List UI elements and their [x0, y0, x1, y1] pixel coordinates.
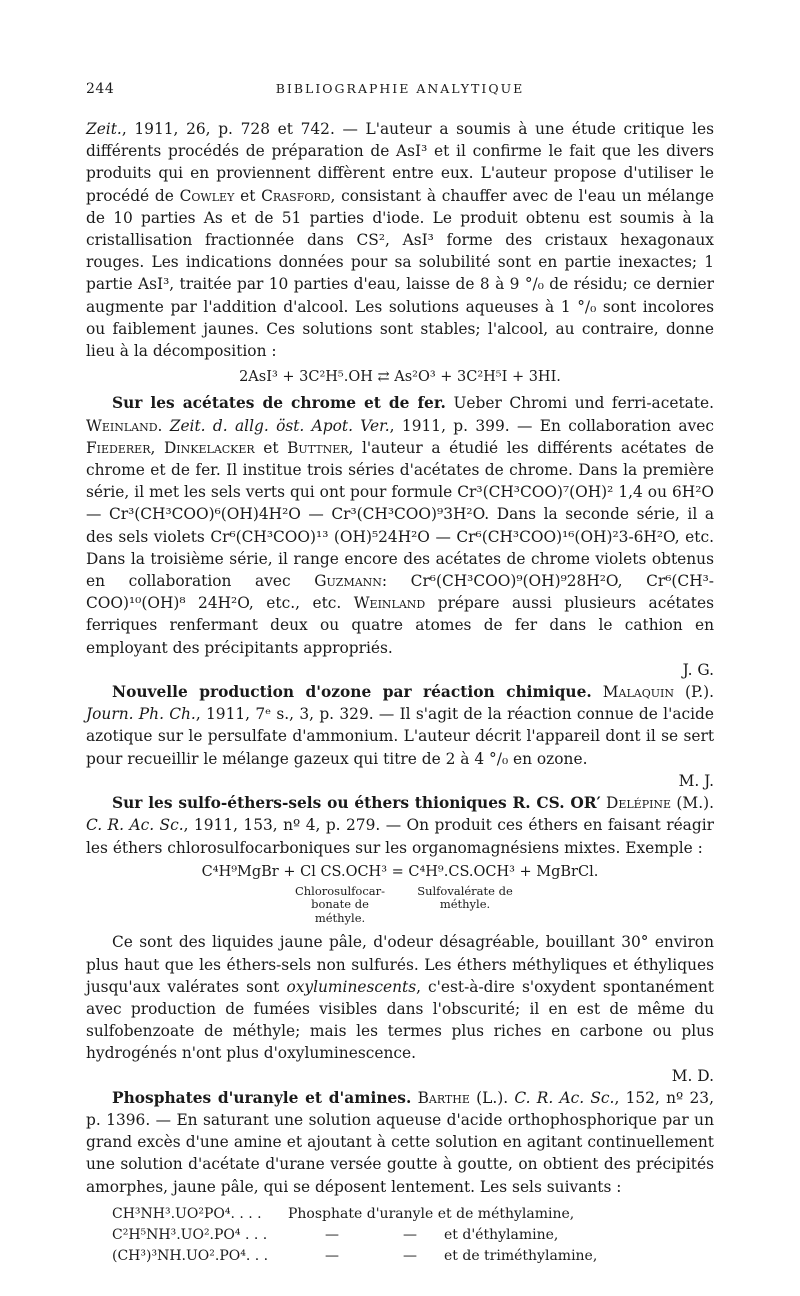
author-name: Cowley	[179, 186, 235, 205]
author-name: Buttner	[287, 438, 349, 457]
table-row	[112, 1204, 603, 1225]
entry-title: Nouvelle production d'ozone par réaction chimique.	[112, 683, 592, 702]
page-number: 244	[86, 81, 115, 97]
reference-text: , 1911, p. 399. — En collaboration avec	[389, 416, 714, 435]
journal-name: Zeit. d. allg. öst. Apot. Ver.	[169, 416, 390, 435]
acetates-entry: Sur les acétates de chrome et de fer. Ueber Chromi und ferri-acetate. Weinland. Zeit. d. allg. öst. Apot. Ver., 1911, p. 399. — En collaboration avec Fiederer, Dinkelacker et Buttner, l'auteur a étudié les différents acétates de chrome et de fer. Il institue trois séries d'acétates de chrome. Dans la première série, il met les sels verts qui ont pour formule Cr³(CH³COO)⁷(OH)² 1,4 ou 6H²O — Cr³(CH³COO)⁶(OH)4H²O — Cr³(CH³COO)⁹3H²O. Dans la seconde série, il a des sels violets Cr⁶(CH³COO)¹³ (OH)⁵24H²O — Cr⁶(CH³COO)¹⁶(OH)²3-6H²O, etc. Dans la troisième série, il range encore des acétates de chrome violets obtenus en collaboration avec Guzmann: Cr⁶(CH³COO)⁹(OH)⁹28H²O, Cr⁶(CH³-COO)¹⁰(OH)⁸ 24H²O, etc., etc. Weinland prépare aussi plusieurs acétates ferriques renfermant deux ou quatre atomes de fer dans le cathion en employant des précipitants appropriés.	[86, 394, 715, 657]
compound-labels	[86, 885, 714, 926]
signature: J. G.	[682, 660, 714, 679]
author-name: Barthe	[411, 1088, 470, 1107]
continuation-paragraph	[86, 118, 714, 362]
salt-name: et d'éthylamine,	[444, 1226, 559, 1243]
author-initial: (L.).	[469, 1088, 515, 1107]
sulfo-entry	[86, 792, 714, 859]
author-name: Guzmann	[314, 572, 382, 591]
salts-table	[112, 1204, 603, 1267]
entry-title: Phosphates d'uranyle et d'amines.	[112, 1088, 412, 1107]
compound-label: Sulfovalérate de méthyle.	[417, 883, 513, 912]
author-name: Weinland	[353, 594, 426, 613]
author-name: Malaquin	[591, 683, 674, 702]
salt-formula: C²H⁵NH³.UO².PO⁴ . . .	[112, 1226, 268, 1243]
separator: ,	[150, 438, 164, 457]
author-name: Dinkelacker	[163, 438, 255, 457]
entry-title: Sur les sulfo-éthers-sels ou éthers thioniques R. CS. OR′	[112, 794, 601, 813]
author-initial: (P.).	[673, 683, 714, 702]
author-name: Crasford	[261, 186, 331, 205]
journal-name: C. R. Ac. Sc.	[514, 1088, 615, 1107]
ditto-mark: —	[325, 1226, 339, 1243]
page-content	[86, 118, 714, 1267]
sulfo-description	[86, 931, 714, 1064]
entry-title: Sur les acétates de chrome et de fer.	[112, 394, 446, 413]
ditto-mark: —	[325, 1247, 339, 1264]
salt-formula: (CH³)³NH.UO².PO⁴. . .	[112, 1247, 269, 1264]
ditto-mark: —	[403, 1247, 417, 1264]
running-title: BIBLIOGRAPHIE ANALYTIQUE	[275, 81, 525, 96]
decomposition-equation: 2AsI³ + 3C²H⁵.OH ⇄ As²O³ + 3C²H⁵I + 3HI.	[239, 369, 561, 386]
table-row	[112, 1246, 603, 1267]
paragraph-text: , 152, nº 23, p. 1396. — En saturant une solution aqueuse d'acide orthophosphorique par un grand excès d'une amine et ajoutant à cette solution en agitant continuellement une solution d'acétate d'urane versée goutte à goutte, on obtient des précipités amorphes, jaune pâle, qui se déposent lentement. Les sels suivants :	[86, 1088, 714, 1196]
paragraph-text: : Cr⁶(CH³COO)⁹(OH)⁹28H²O, Cr⁶(CH³-COO)¹⁰(OH)⁸ 24H²O, etc., etc.	[86, 572, 714, 613]
salt-formula: CH³NH³.UO²PO⁴. . . .	[112, 1205, 262, 1222]
emphasized-term: oxyluminescents	[286, 977, 417, 996]
author-name: Weinland	[86, 416, 158, 435]
paragraph-text: , consistant à chauffer avec de l'eau un mélange de 10 parties As et de 51 parties d'iode. Le produit obtenu est soumis à la cristallisation fractionnée dans CS², AsI³ forme des cristaux hexagonaux rouges. Les indications données pour sa solubilité sont en partie inexactes; 1 partie AsI³, traitée par 10 parties d'eau, laisse de 8 à 9 °/₀ de résidu; ce dernier augmente par l'addition d'alcool. Les solutions aqueuses à 1 °/₀ sont incolores ou faiblement jaunes. Ces solutions sont stables; l'alcool, au contraire, donne lieu à la décomposition :	[86, 186, 714, 361]
synthesis-equation: C⁴H⁹MgBr + Cl CS.OCH³ = C⁴H⁹.CS.OCH³ + MgBrCl.	[201, 863, 599, 880]
german-title: Ueber Chromi und ferri-acetate.	[445, 394, 715, 413]
conjunction: et	[254, 438, 288, 457]
journal-abbrev: Zeit.	[86, 120, 122, 138]
author-name: Delépine	[605, 794, 672, 813]
journal-name: Journ. Ph. Ch.	[86, 705, 196, 724]
conjunction: et	[234, 186, 262, 205]
paragraph-text: , 1911, 7ᵉ s., 3, p. 329. — Il s'agit de la réaction connue de l'acide azotique sur le persulfate d'ammonium. L'auteur décrit l'appareil dont il se sert pour recueillir le mélange gazeux qui titre de 2 à 4 °/₀ en ozone.	[86, 705, 714, 768]
phosphates-entry	[86, 1087, 714, 1198]
signature: M. J.	[678, 771, 714, 790]
paragraph-text: prépare aussi plusieurs acétates ferriques renfermant deux ou quatre atomes de fer dans le cathion en employant des précipitants appropriés.	[86, 594, 714, 657]
paragraph-text: , l'auteur a étudié les différents acétates de chrome et de fer. Il institue trois séries d'acétates de chrome. Dans la première série, il met les sels verts qui ont pour formule Cr³(CH³COO)⁷(OH)² 1,4 ou 6H²O — Cr³(CH³COO)⁶(OH)4H²O — Cr³(CH³COO)⁹3H²O. Dans la seconde série, il a des sels violets Cr⁶(CH³COO)¹³ (OH)⁵24H²O — Cr⁶(CH³COO)¹⁶(OH)²3-6H²O, etc. Dans la troisième série, il range encore des acétates de chrome violets obtenus en collaboration avec	[86, 438, 714, 591]
synthesis-equation-block	[86, 861, 714, 926]
table-row	[112, 1225, 603, 1246]
salt-name: Phosphate d'uranyle et de méthylamine,	[288, 1205, 575, 1222]
author-initial: (M.).	[671, 794, 714, 813]
compound-label: Chlorosulfocar- bonate de méthyle.	[294, 883, 386, 925]
paragraph-text: , c'est-à-dire s'oxydent spontanément avec production de fumées visibles dans l'obscurité; il en est de même du sulfobenzoate de méthyle; mais les termes plus riches en carbone ou plus hydrogénés n'ont plus d'oxyluminescence.	[86, 977, 714, 1063]
paragraph-text: , 1911, 153, nº 4, p. 279. — On produit ces éthers en faisant réagir les éthers chlorosulfocarboniques sur les organomagnésiens mixtes. Exemple :	[86, 816, 714, 857]
author-name: Fiederer	[86, 438, 151, 457]
journal-name: C. R. Ac. Sc.	[86, 816, 184, 835]
ozone-entry	[86, 681, 714, 770]
signature: M. D.	[671, 1066, 714, 1085]
ditto-mark: —	[403, 1226, 417, 1243]
page-header	[86, 78, 714, 102]
paragraph-text: Ce sont des liquides jaune pâle, d'odeur désagréable, bouillant 30° environ plus haut que les éthers-sels non sulfurés. Les éthers méthyliques et éthyliques jusqu'aux valérates sont	[86, 933, 714, 996]
paragraph-text: , 1911, 26, p. 728 et 742. — L'auteur a soumis à une étude critique les différents procédés de préparation de AsI³ et il confirme le fait que les divers produits qui en proviennent diffèrent entre eux. L'auteur propose d'utiliser le procédé de	[86, 120, 714, 205]
salt-name: et de triméthylamine,	[444, 1247, 598, 1264]
